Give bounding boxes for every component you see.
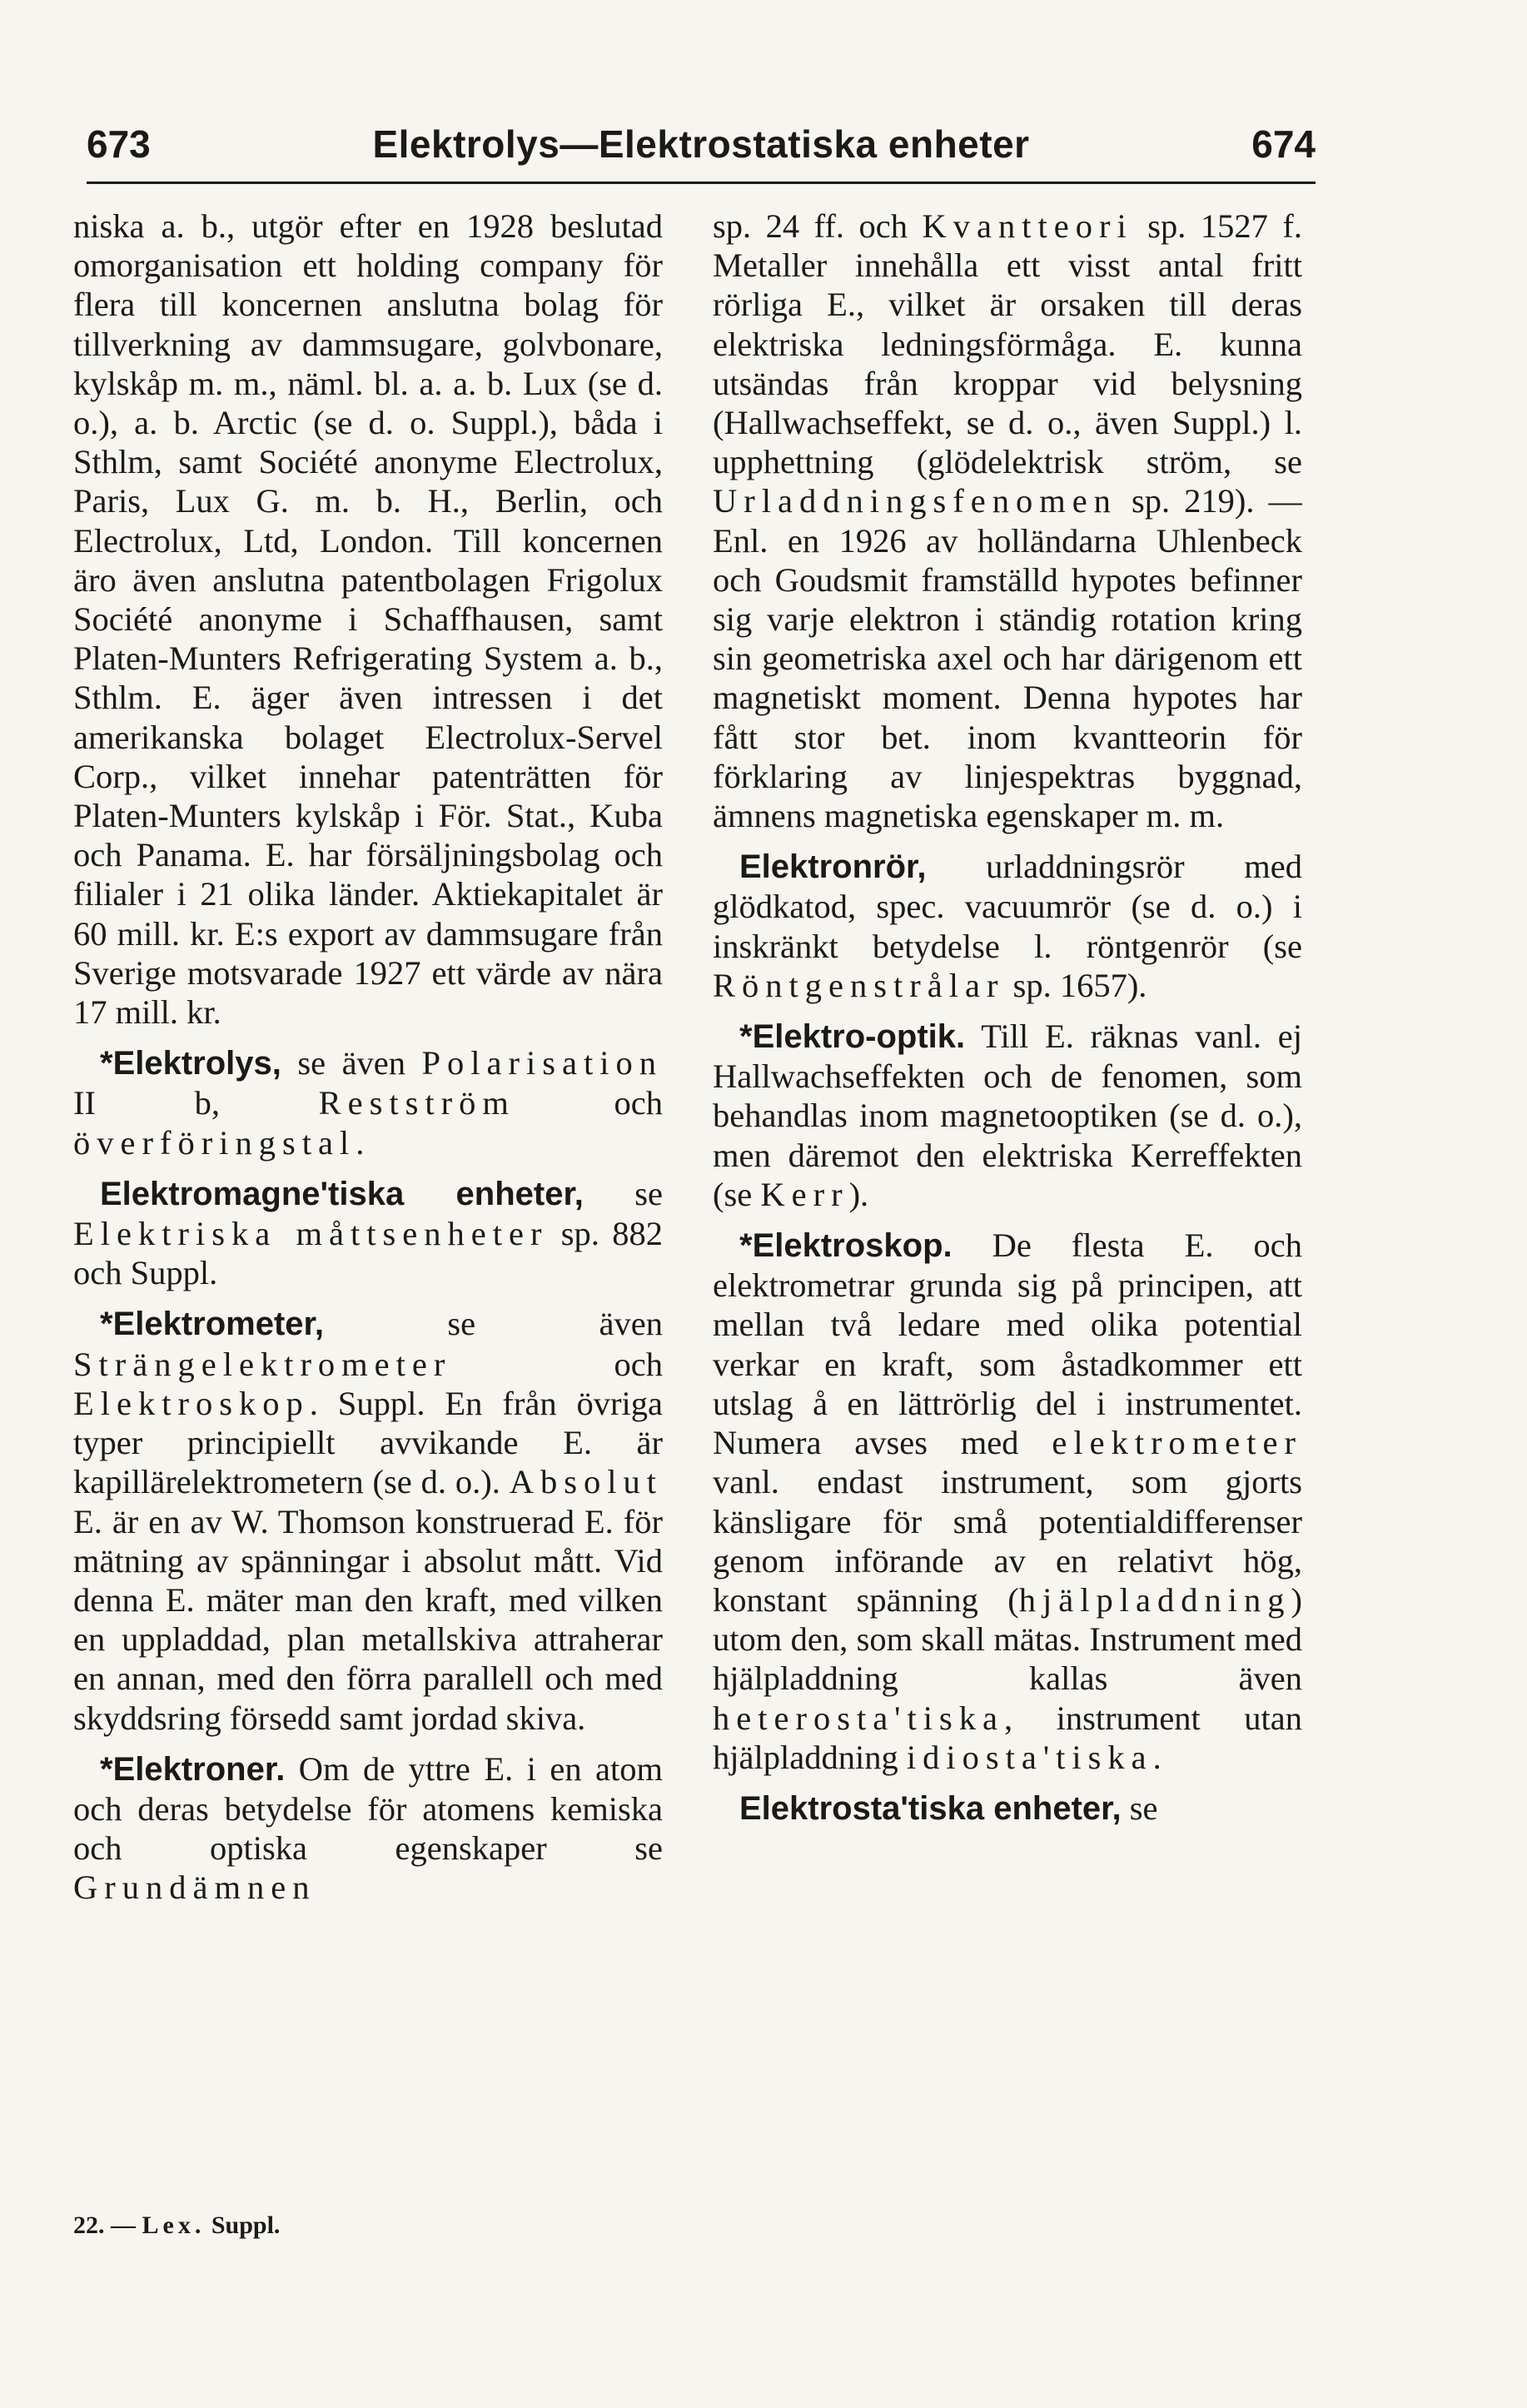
entry-elektroner: *Elektroner. Om de yttre E. i en atom och deras betydelse för atomens kemiska och optiska egenskaper se Grundämnen <box>73 1749 663 1907</box>
cross-reference: Restström <box>318 1084 515 1122</box>
header-rule <box>87 182 1316 184</box>
page-title: Elektrolys—Elektrostatiska enheter <box>372 122 1030 166</box>
cross-reference: Urladdningsfenomen <box>713 482 1117 520</box>
cross-reference: Elektroskop <box>73 1384 310 1422</box>
entry-elektronror: Elektronrör, urladdningsrör med glödkatod, spec. vacuumrör (se d. o.) i inskränkt betydelse l. röntgenrör (se Röntgenstrålar sp. 1657). <box>713 848 1302 1004</box>
paragraph-continued: sp. 24 ff. och Kvantteori sp. 1527 f. Metaller innehålla ett visst antal fritt rörliga E., vilket är orsaken till deras elektriska ledningsförmåga. E. kunna utsändas från kroppar vid belysning (Hallwachseffekt, se d. o., även Suppl.) l. upphettning (glödelektrisk ström, se Urladdningsfenomen sp. 219). — Enl. en 1926 av holländarna Uhlenbeck och Goudsmit framställd hypotes befinner sig varje elektron i ständig rotation kring sin geometriska axel och har därigenom ett magnetiskt moment. Denna hypotes har fått stor bet. inom kvantteorin för förklaring av linjespektras byggnad, ämnens magnetiska egenskaper m. m. <box>713 207 1302 835</box>
entry-elektromagnetiska-enheter: Elektromagne'tiska enheter, se Elektriska måttsenheter sp. 882 och Suppl. <box>73 1174 663 1292</box>
entry-elektrolys: *Elektrolys, se även Polarisation II b, Restström och överföringstal. <box>73 1044 663 1162</box>
entry-headword: Elektronrör, <box>739 848 927 886</box>
right-column <box>713 206 1302 2221</box>
entry-headword: *Elektroner. <box>100 1750 286 1788</box>
emphasis-spaced: elektrometer <box>1052 1424 1302 1462</box>
running-header <box>87 117 1316 173</box>
emphasis-spaced: idiosta'tiska <box>906 1738 1153 1776</box>
entry-headword: *Elektroskop. <box>739 1227 953 1265</box>
left-column <box>73 206 663 2221</box>
cross-reference: Kerr <box>760 1175 849 1213</box>
entry-headword: Elektrosta'tiska enheter, <box>739 1789 1122 1827</box>
entry-headword: *Elektrometer, <box>100 1306 325 1343</box>
emphasis-spaced: hjälpladdning <box>1018 1580 1291 1619</box>
page-number-right: 674 <box>1251 122 1316 166</box>
signature-number: 22. <box>73 2211 105 2239</box>
cross-reference: Polarisation <box>421 1044 663 1082</box>
entry-elektro-optik: *Elektro-optik. Till E. räknas vanl. ej Hallwachseffekten och de fenomen, som behandlas inom magnetooptiken (se d. o.), men däremot den elektriska Kerreffekten (se Kerr). <box>713 1017 1302 1213</box>
page-number-left: 673 <box>87 122 151 166</box>
entry-headword: Elektromagne'tiska enheter, <box>100 1175 584 1212</box>
signature-footer: 22. — Lex. Suppl. <box>73 2211 281 2239</box>
entry-elektrometer: *Elektrometer, se även Strängelektrometer och Elektroskop. Suppl. En från övriga typer principiellt avvikande E. är kapillärelektrometern (se d. o.). Absolut E. är en av W. Thomson konstruerad E. för mätning av spänningar i absolut mått. Vid denna E. mäter man den kraft, med vilken en uppladdad, plan metallskiva attraherar en annan, med den förra parallell och med skyddsring försedd samt jordad skiva. <box>73 1305 663 1737</box>
signature-title: Lex. <box>142 2211 206 2239</box>
entry-elektroskop: *Elektroskop. De flesta E. och elektrometrar grunda sig på principen, att mellan två ledare med olika potential verkar en kraft, som åstadkommer ett utslag å en lättrörlig del i instrumentet. Numera avses med elektrometer vanl. endast instrument, som gjorts känsligare för små potentialdifferenser genom införande av en relativt hög, konstant spänning (hjälpladdning) utom den, som skall mätas. Instrument med hjälpladdning kallas även heterosta'tiska, instrument utan hjälpladdning idiosta'tiska. <box>713 1226 1302 1776</box>
cross-reference: Strängelektrometer <box>73 1345 452 1383</box>
paragraph-continued: niska a. b., utgör efter en 1928 beslutad omorganisation ett holding company för flera till koncernen anslutna bolag för tillverkning av dammsugare, golvbonare, kylskåp m. m., näml. bl. a. a. b. Lux (se d. o.), a. b. Arctic (se d. o. Suppl.), båda i Sthlm, samt Société anonyme Electrolux, Paris, Lux G. m. b. H., Berlin, och Electrolux, Ltd, London. Till koncernen äro även anslutna patentbolagen Frigolux Société anonyme i Schaffhausen, samt Platen-Munters Refrigerating System a. b., Sthlm. E. äger även intressen i det amerikanska bolaget Electrolux-Servel Corp., vilket innehar patenträtten för Platen-Munters kylskåp i För. Stat., Kuba och Panama. E. har försäljningsbolag och filialer i 21 olika länder. Aktiekapitalet är 60 mill. kr. E:s export av dammsugare från Sverige motsvarade 1927 ett värde av nära 17 mill. kr. <box>73 207 663 1032</box>
entry-headword: *Elektrolys, <box>100 1045 281 1082</box>
cross-reference: Elektriska måttsenheter <box>73 1215 549 1253</box>
emphasis-spaced: heterosta'tiska <box>713 1699 1004 1737</box>
cross-reference: Kvantteori <box>922 207 1133 245</box>
entry-elektrostatiska-enheter: Elektrosta'tiska enheter, se <box>739 1789 1158 1827</box>
cross-reference: Röntgenstrålar <box>713 966 1005 1004</box>
cross-reference: Grundämnen <box>73 1868 316 1907</box>
cross-reference: överföringstal <box>73 1123 356 1162</box>
emphasis-spaced: Absolut <box>509 1463 663 1501</box>
entry-headword: *Elektro-optik. <box>739 1018 966 1056</box>
